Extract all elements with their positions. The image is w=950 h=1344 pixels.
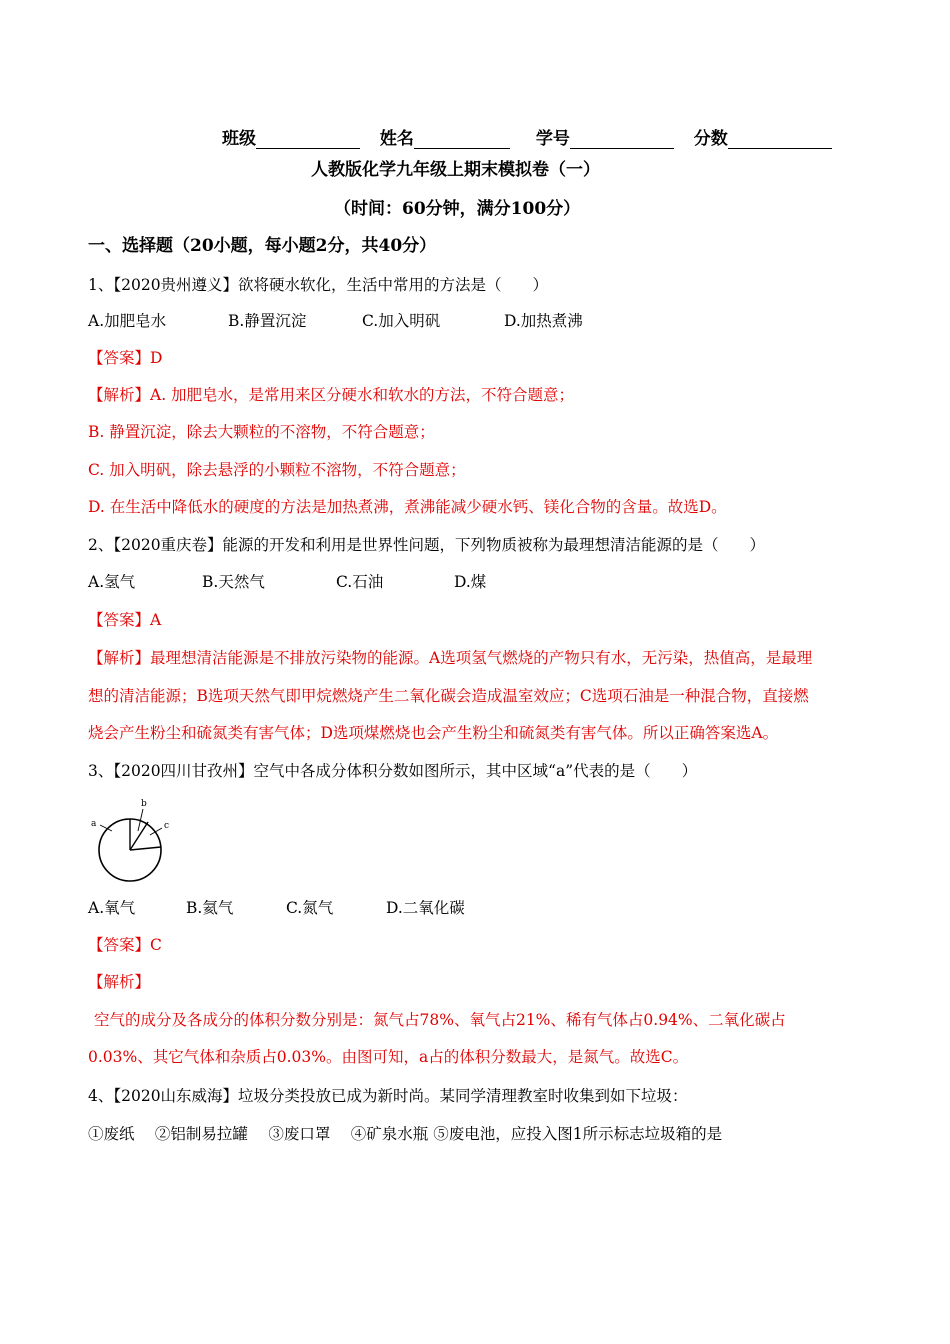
q3-option-c[interactable]: C.氮气 — [286, 899, 334, 917]
q3-option-a[interactable]: A.氧气 — [88, 899, 136, 917]
q2-options — [88, 572, 486, 592]
q4-stem: 4、【2020山东威海】垃圾分类投放已成为新时尚。某同学清理教室时收集到如下垃圾： — [88, 1087, 688, 1105]
q2-option-a[interactable]: A.氢气 — [88, 573, 136, 591]
score-label: 分数 — [693, 129, 728, 149]
name-blank[interactable] — [414, 130, 510, 149]
air-composition-pie-figure — [88, 795, 178, 890]
score-field[interactable] — [694, 124, 832, 149]
id-field[interactable] — [536, 124, 674, 149]
pie-divider-3 — [130, 847, 161, 850]
q2-option-b[interactable]: B.天然气 — [202, 573, 265, 591]
q2-answer: 【答案】A — [88, 611, 162, 629]
q2-stem: 2、【2020重庆卷】能源的开发和利用是世界性问题，下列物质被称为最理想清洁能源的是（ ） — [88, 536, 766, 554]
name-label: 姓名 — [379, 129, 414, 149]
exam-subtitle: （时间：60分钟，满分100分） — [334, 199, 581, 219]
q1-option-d[interactable]: D.加热煮沸 — [504, 312, 583, 330]
q2-analysis-2: 想的清洁能源；B选项天然气即甲烷燃烧产生二氧化碳会造成温室效应；C选项石油是一种混合物，直接燃 — [88, 687, 809, 705]
q4-items: ①废纸 ②铝制易拉罐 ③废口罩 ④矿泉水瓶 ⑤废电池，应投入图1所示标志垃圾箱的是 — [88, 1125, 723, 1143]
class-field[interactable] — [222, 124, 360, 149]
q2-option-d[interactable]: D.煤 — [454, 573, 487, 591]
q3-analysis-label: 【解析】 — [88, 973, 151, 991]
q1-option-a[interactable]: A.加肥皂水 — [88, 312, 167, 330]
pie-label-b: b — [141, 799, 147, 809]
pie-label-a: a — [91, 819, 97, 829]
q3-stem: 3、【2020四川甘孜州】空气中各成分体积分数如图所示，其中区域“a”代表的是（ ） — [88, 762, 698, 780]
q1-analysis-1: 【解析】A. 加肥皂水，是常用来区分硬水和软水的方法，不符合题意； — [88, 386, 575, 404]
q1-analysis-4: D. 在生活中降低水的硬度的方法是加热煮沸，煮沸能减少硬水钙、镁化合物的含量。故选D。 — [88, 498, 727, 516]
score-blank[interactable] — [728, 130, 832, 149]
q1-options — [88, 311, 583, 331]
q1-answer: 【答案】D — [88, 349, 163, 367]
pie-label-c: c — [164, 821, 170, 831]
id-label: 学号 — [535, 129, 570, 149]
q2-option-c[interactable]: C.石油 — [336, 573, 384, 591]
q2-analysis-1: 【解析】最理想清洁能源是不排放污染物的能源。A选项氢气燃烧的产物只有水，无污染，热值高，是最理 — [88, 649, 813, 667]
q3-answer: 【答案】C — [88, 936, 162, 954]
name-field[interactable] — [380, 124, 510, 149]
q1-analysis-2: B. 静置沉淀，除去大颗粒的不溶物，不符合题意； — [88, 423, 435, 441]
q3-analysis-2: 0.03%、其它气体和杂质占0.03%。由图可知，a占的体积分数最大，是氮气。故选C。 — [88, 1048, 689, 1066]
q3-options — [88, 898, 465, 918]
q1-option-c[interactable]: C.加入明矾 — [362, 312, 441, 330]
student-info-row — [222, 124, 846, 149]
q3-analysis-1: 空气的成分及各成分的体积分数分别是：氮气占78%、氧气占21%、稀有气体占0.94%、二氧化碳占 — [94, 1011, 786, 1029]
q2-analysis-3: 烧会产生粉尘和硫氮类有害气体；D选项煤燃烧也会产生粉尘和硫氮类有害气体。所以正确答案选A。 — [88, 724, 779, 742]
class-blank[interactable] — [256, 130, 360, 149]
q1-stem: 1、【2020贵州遵义】欲将硬水软化，生活中常用的方法是（ ） — [88, 276, 549, 294]
q1-option-b[interactable]: B.静置沉淀 — [228, 312, 307, 330]
section-heading: 一、选择题（20小题，每小题2分，共40分） — [88, 236, 437, 256]
q3-option-b[interactable]: B.氦气 — [186, 899, 234, 917]
q3-option-d[interactable]: D.二氧化碳 — [386, 899, 465, 917]
exam-title: 人教版化学九年级上期末模拟卷（一） — [311, 160, 600, 180]
class-label: 班级 — [222, 129, 256, 149]
id-blank[interactable] — [570, 130, 674, 149]
q1-analysis-3: C. 加入明矾，除去悬浮的小颗粒不溶物，不符合题意； — [88, 461, 466, 479]
